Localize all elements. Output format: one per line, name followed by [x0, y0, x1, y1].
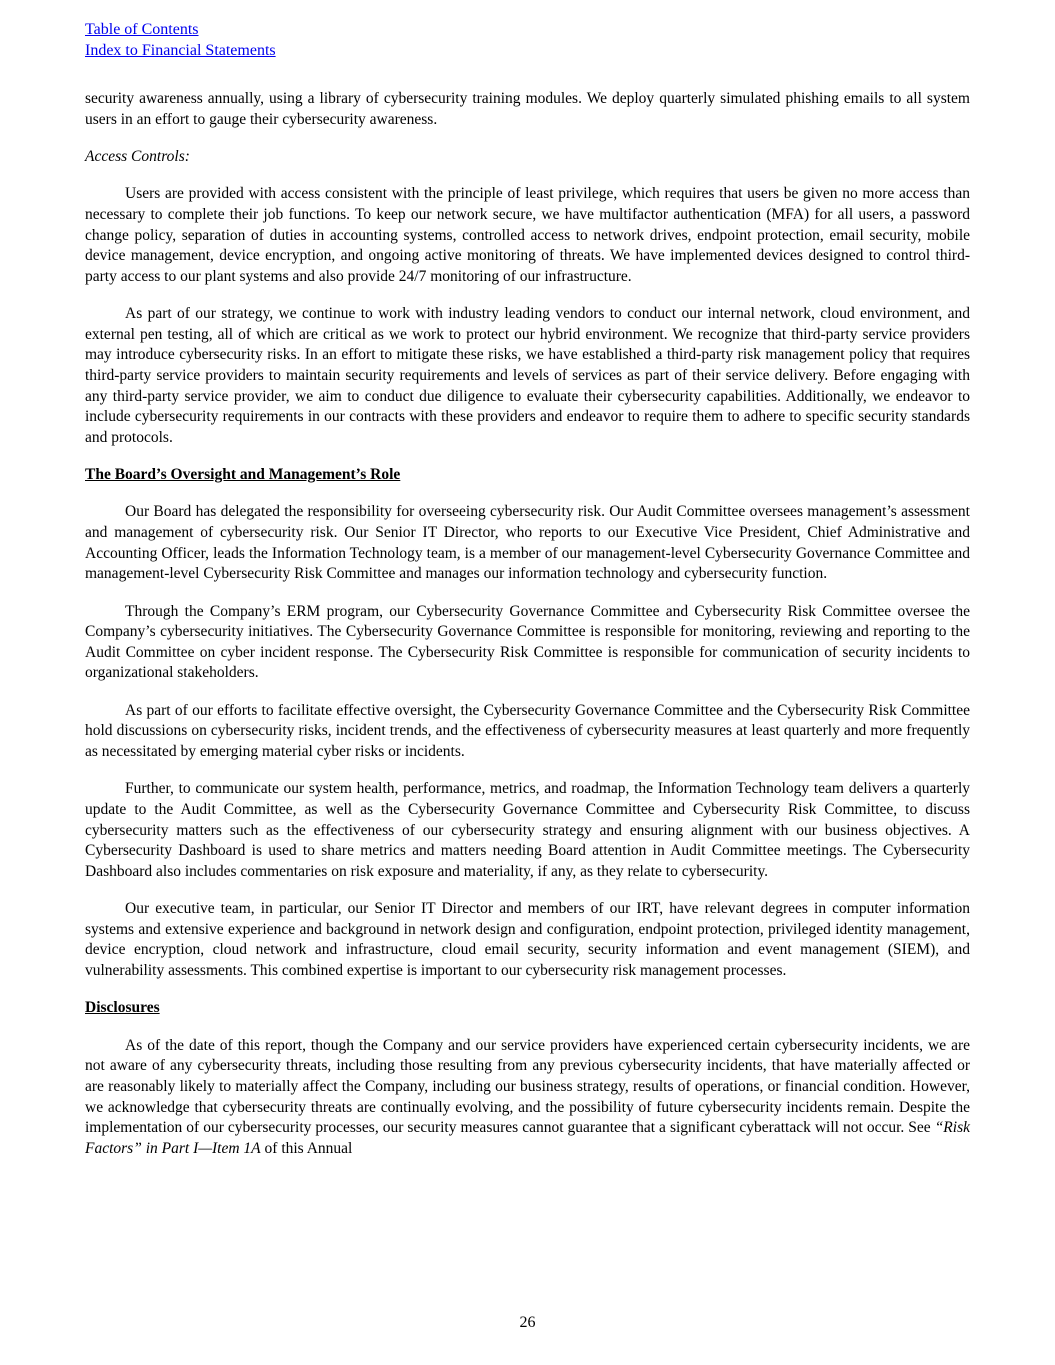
paragraph-access-controls: Users are provided with access consistent with the principle of least privilege, which requires that users be given no more access than necessary to complete their job functions. To keep our network secure, we have multifactor authentication (MFA) for all users, a password change policy, separation of duties in accounting systems, controlled access to network drives, endpoint protection, email security, mobile device management, device encryption, and ongoing active monitoring of threats. We have implemented devices designed to control third-party access to our plant systems and also provide 24/7 monitoring of our infrastructure.	[85, 185, 970, 285]
paragraph-quarterly-update: Further, to communicate our system health, performance, metrics, and roadmap, the Information Technology team delivers a quarterly update to the Audit Committee, as well as the Cybersecurity Governance Committee and Cybersecurity Risk Committee, to discuss cybersecurity matters such as the effectiveness of our cybersecurity strategy and ensuring alignment with our business objectives. A Cybersecurity Dashboard is used to share metrics and matters needing Board attention in Audit Committee meetings. The Cybersecurity Dashboard also includes commentaries on risk exposure and materiality, if any, as they relate to cybersecurity.	[85, 780, 970, 880]
disclosures-heading-text: Disclosures	[85, 999, 160, 1017]
disclosures-text: As of the date of this report, though the Company and our service providers have experienced certain cybersecurity incidents, we are not aware of any cybersecurity threats, including those resulting from any previous cybersecurity incidents, that have materially affected or are reasonably likely to materially affect the Company, including our business strategy, results of operations, or financial condition. However, we acknowledge that cybersecurity threats are continually evolving, and the possibility of future cybersecurity incidents remain. Despite the implementation of our cybersecurity processes, our security measures cannot guarantee that a significant cyberattack will not occur. See	[85, 1036, 970, 1137]
access-controls-heading: Access Controls:	[85, 147, 190, 165]
paragraph-erm-program: Through the Company’s ERM program, our Cybersecurity Governance Committee and Cybersecurity Risk Committee oversee the Company’s cybersecurity initiatives. The Cybersecurity Governance Committee is responsible for monitoring, reviewing and reporting to the Audit Committee on cyber incident response. The Cybersecurity Risk Committee is responsible for communication of security incidents to organizational stakeholders.	[85, 602, 970, 682]
paragraph-oversight-efforts: As part of our efforts to facilitate effective oversight, the Cybersecurity Governance Committee and the Cybersecurity Risk Committee hold discussions on cybersecurity risks, incident trends, and the effectiveness of cybersecurity measures at least quarterly and more frequently as necessitated by emerging material cyber risks or incidents.	[85, 701, 970, 761]
paragraph-strategy: As part of our strategy, we continue to work with industry leading vendors to conduct our internal network, cloud environment, and external pen testing, all of which are critical as we work to protect our hybrid environment. We recognize that third-party service providers may introduce cybersecurity risks. In an effort to mitigate these risks, we have established a third-party risk management policy that requires third-party service providers to maintain security requirements and levels of services as part of their service delivery. Before engaging with any third-party service provider, we aim to conduct due diligence to evaluate their cybersecurity capabilities. Additionally, we endeavor to include cybersecurity requirements in our contracts with these providers and endeavor to require them to adhere to specific security standards and protocols.	[85, 305, 970, 446]
navigation-links	[85, 19, 276, 61]
board-oversight-heading-text: The Board’s Oversight and Management’s Role	[85, 466, 401, 484]
page-number: 26	[519, 1314, 536, 1331]
disclosures-text-end: of this Annual	[260, 1139, 353, 1157]
paragraph-disclosures	[85, 1036, 970, 1160]
disclosures-heading	[85, 998, 970, 1019]
paragraph-executive-team: Our executive team, in particular, our Senior IT Director and members of our IRT, have relevant degrees in computer information systems and extensive experience and background in network design and configuration, endpoint protection, privileged identity management, device encryption, cloud network and infrastructure, cloud email security, security information and event management (SIEM), and vulnerability assessments. This combined expertise is important to our cybersecurity risk management processes.	[85, 900, 970, 979]
table-of-contents-link[interactable]: Table of Contents	[85, 21, 199, 38]
risk-factors-reference: “Risk Factors” in Part I—Item 1A	[85, 1119, 970, 1157]
document-body	[85, 89, 970, 1176]
paragraph-board-delegation: Our Board has delegated the responsibility for overseeing cybersecurity risk. Our Audit Committee oversees management’s assessment and management of cybersecurity risk. Our Senior IT Director, who reports to our Executive Vice President, Chief Administrative and Accounting Officer, leads the Information Technology team, is a member of our management-level Cybersecurity Governance Committee and management-level Cybersecurity Risk Committee and manages our information technology and cybersecurity function.	[85, 503, 970, 583]
board-oversight-heading	[85, 465, 970, 486]
paragraph-security-awareness: security awareness annually, using a library of cybersecurity training modules. We deploy quarterly simulated phishing emails to all system users in an effort to gauge their cybersecurity awareness.	[85, 90, 970, 128]
index-to-financial-statements-link[interactable]: Index to Financial Statements	[85, 42, 276, 59]
